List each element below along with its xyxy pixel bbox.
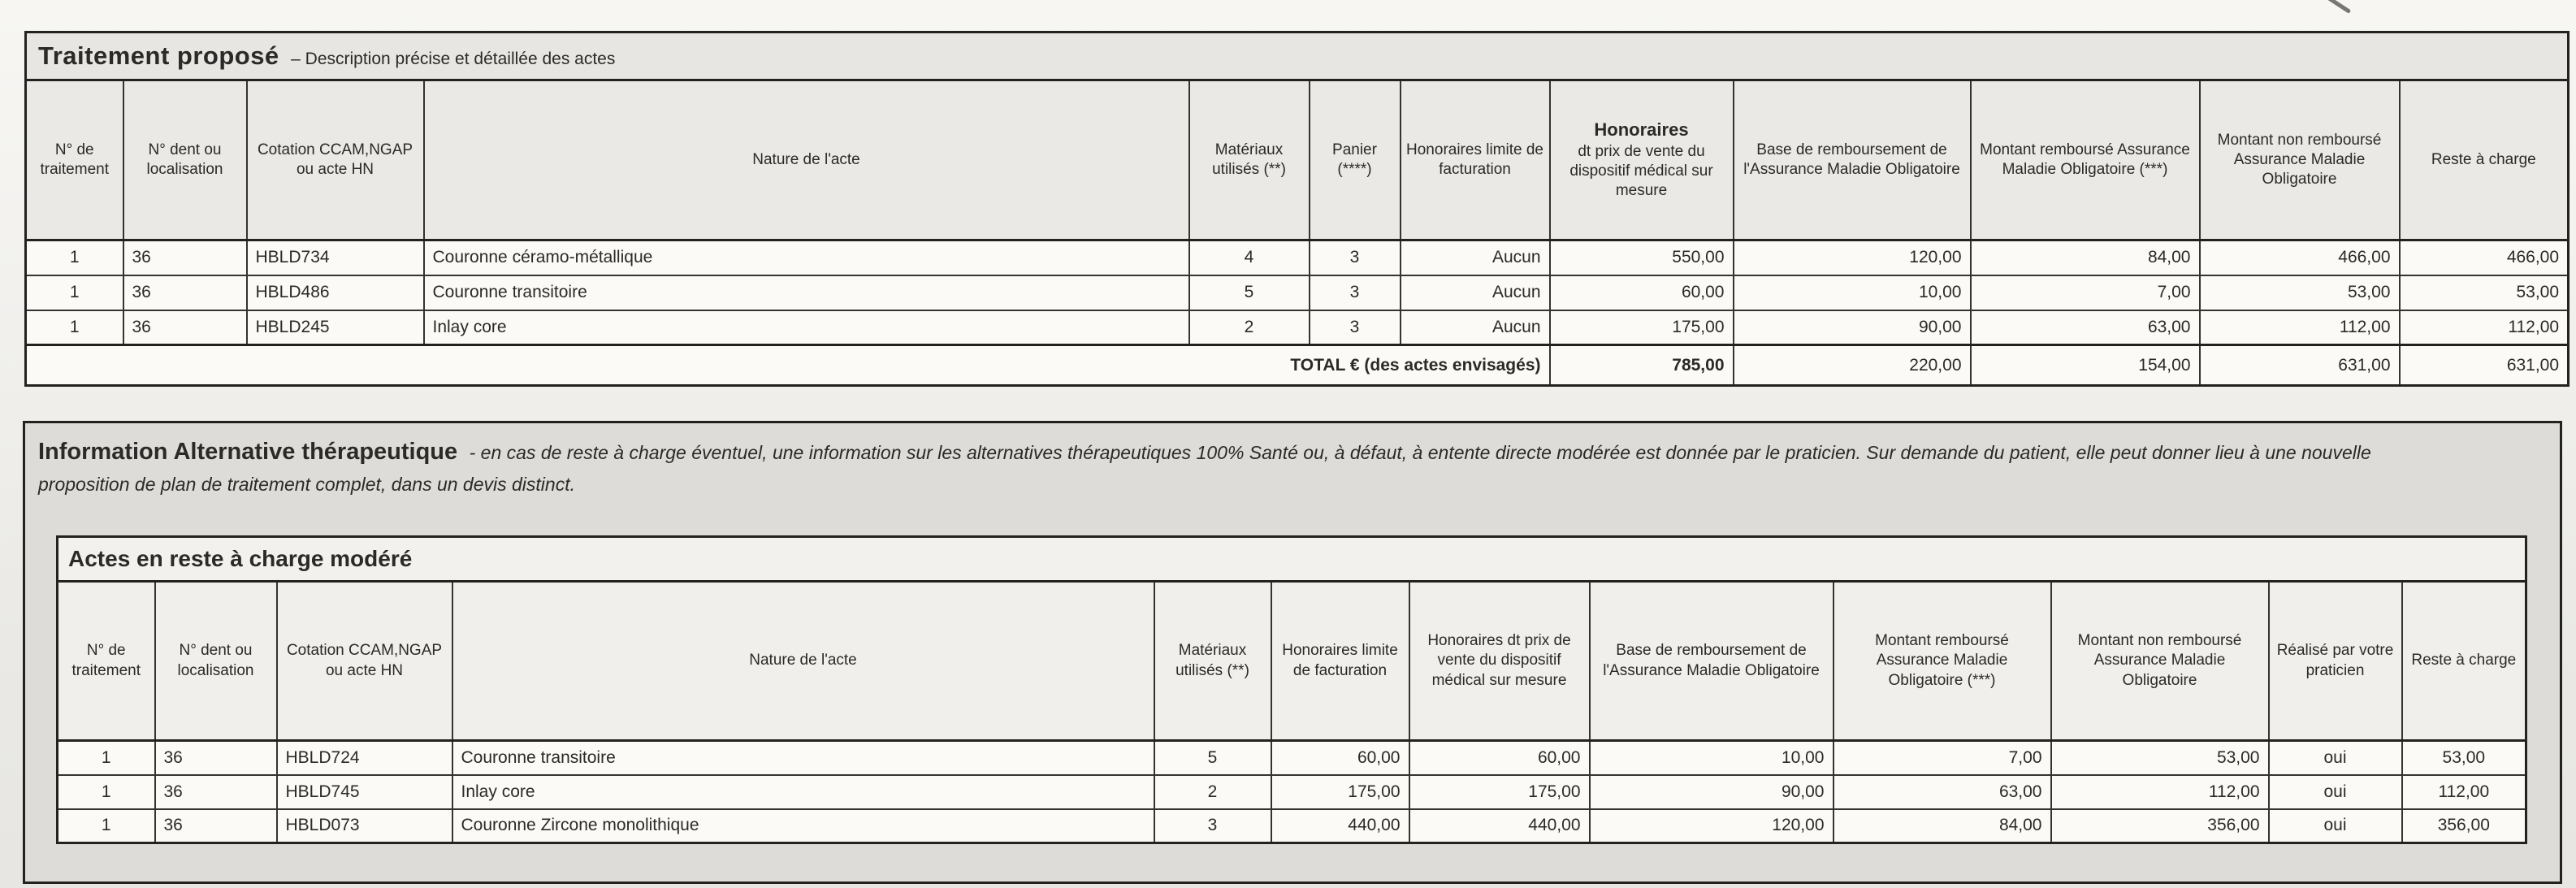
table-cell: 1: [58, 741, 155, 775]
table-cell: Inlay core: [452, 775, 1154, 809]
column-header-honoraires-sub: dt prix de vente du dispositif médical sur mesure: [1569, 142, 1713, 200]
total-value: 154,00: [1971, 345, 2200, 386]
table-cell: 36: [123, 240, 247, 275]
column-header: Reste à charge: [2400, 80, 2569, 240]
table-cell: 175,00: [1550, 310, 1734, 345]
treatment-row: [26, 240, 2569, 275]
table-cell: 112,00: [2051, 775, 2269, 809]
table-cell: 60,00: [1550, 275, 1734, 310]
table-cell: 175,00: [1409, 775, 1590, 809]
table-cell: 7,00: [1971, 275, 2200, 310]
table-cell: 5: [1189, 275, 1310, 310]
total-value: 631,00: [2400, 345, 2569, 386]
alternative-section-title: Information Alternative thérapeutique: [38, 439, 458, 465]
column-header: Reste à charge: [2402, 582, 2526, 741]
table-cell: 53,00: [2200, 275, 2400, 310]
table-cell: 3: [1310, 310, 1401, 345]
table-cell: 356,00: [2402, 809, 2526, 843]
column-header: Honoraires limite de facturation: [1401, 80, 1550, 240]
table-cell: 1: [58, 775, 155, 809]
alternative-section: [23, 421, 2562, 884]
moderate-charge-table-title-cell: [58, 537, 2526, 582]
column-header: Base de remboursement de l'Assurance Maladie Obligatoire: [1734, 80, 1971, 240]
table-cell: Couronne transitoire: [452, 741, 1154, 775]
table-cell: 36: [155, 741, 277, 775]
table-cell: 5: [1154, 741, 1271, 775]
table-cell: 440,00: [1271, 809, 1409, 843]
table-cell: 175,00: [1271, 775, 1409, 809]
table-cell: 2: [1154, 775, 1271, 809]
table-cell: 36: [123, 275, 247, 310]
table-cell: 2: [1189, 310, 1310, 345]
moderate-charge-table: [56, 535, 2527, 844]
table-cell: 1: [26, 240, 123, 275]
table-cell: Inlay core: [424, 310, 1189, 345]
table-cell: 90,00: [1590, 775, 1834, 809]
table-cell: HBLD724: [277, 741, 452, 775]
scan-artifact: [2323, 0, 2352, 14]
table-cell: 63,00: [1834, 775, 2051, 809]
column-header: [1550, 80, 1734, 240]
table-cell: 3: [1310, 240, 1401, 275]
table-cell: 1: [26, 310, 123, 345]
table-cell: Couronne transitoire: [424, 275, 1189, 310]
table-cell: 466,00: [2200, 240, 2400, 275]
table-cell: 84,00: [1834, 809, 2051, 843]
column-header: Nature de l'acte: [424, 80, 1189, 240]
alternative-row: [58, 809, 2526, 843]
table-cell: 36: [155, 775, 277, 809]
table-cell: HBLD073: [277, 809, 452, 843]
table-cell: 112,00: [2400, 310, 2569, 345]
column-header: Montant remboursé Assurance Maladie Obligatoire (***): [1971, 80, 2200, 240]
table-cell: 53,00: [2402, 741, 2526, 775]
table-cell: 7,00: [1834, 741, 2051, 775]
column-header-honoraires-bold: Honoraires: [1594, 119, 1689, 141]
table-cell: 10,00: [1734, 275, 1971, 310]
column-header: Honoraires dt prix de vente du dispositif médical sur mesure: [1409, 582, 1590, 741]
treatment-table-header-bar: [26, 32, 2569, 80]
column-header: N° de traitement: [26, 80, 123, 240]
total-label: TOTAL € (des actes envisagés): [26, 345, 1550, 386]
table-cell: 84,00: [1971, 240, 2200, 275]
column-header: Cotation CCAM,NGAP ou acte HN: [247, 80, 424, 240]
table-cell: 112,00: [2200, 310, 2400, 345]
table-cell: HBLD734: [247, 240, 424, 275]
table-cell: 53,00: [2400, 275, 2569, 310]
treatment-table: [24, 31, 2570, 387]
table-cell: 356,00: [2051, 809, 2269, 843]
table-cell: oui: [2269, 775, 2402, 809]
column-header: Montant non remboursé Assurance Maladie Obligatoire: [2200, 80, 2400, 240]
column-header: N° dent ou localisation: [155, 582, 277, 741]
column-header: N° de traitement: [58, 582, 155, 741]
table-cell: 3: [1310, 275, 1401, 310]
table-cell: 466,00: [2400, 240, 2569, 275]
table-cell: Aucun: [1401, 310, 1550, 345]
table-cell: HBLD486: [247, 275, 424, 310]
table-cell: 120,00: [1734, 240, 1971, 275]
alternative-row: [58, 775, 2526, 809]
table-cell: 120,00: [1590, 809, 1834, 843]
table-cell: 112,00: [2402, 775, 2526, 809]
table-cell: oui: [2269, 741, 2402, 775]
table-cell: Couronne céramo-métallique: [424, 240, 1189, 275]
table-cell: 3: [1154, 809, 1271, 843]
table-cell: HBLD745: [277, 775, 452, 809]
table-cell: 550,00: [1550, 240, 1734, 275]
treatment-table-column-row: [26, 80, 2569, 240]
total-value: 785,00: [1550, 345, 1734, 386]
column-header: Honoraires limite de facturation: [1271, 582, 1409, 741]
table-cell: HBLD245: [247, 310, 424, 345]
table-cell: 90,00: [1734, 310, 1971, 345]
table-cell: Aucun: [1401, 240, 1550, 275]
table-cell: oui: [2269, 809, 2402, 843]
treatment-row: [26, 310, 2569, 345]
table-cell: 63,00: [1971, 310, 2200, 345]
total-value: 631,00: [2200, 345, 2400, 386]
column-header: N° dent ou localisation: [123, 80, 247, 240]
column-header: Réalisé par votre praticien: [2269, 582, 2402, 741]
table-cell: 53,00: [2051, 741, 2269, 775]
alternative-section-description: - en cas de reste à charge éventuel, une information sur les alternatives thérapeutiques 100% Santé ou, à défaut, à entente directe modérée est donnée par le praticien. Sur demande du patient, elle peut donner lieu à une nouvelle proposition de plan de traitement complet, dans un devis distinct.: [38, 442, 2371, 495]
column-header: Base de remboursement de l'Assurance Maladie Obligatoire: [1590, 582, 1834, 741]
alternative-row: [58, 741, 2526, 775]
table-cell: 60,00: [1409, 741, 1590, 775]
column-header: Matériaux utilisés (**): [1189, 80, 1310, 240]
table-cell: 36: [155, 809, 277, 843]
total-value: 220,00: [1734, 345, 1971, 386]
table-cell: 60,00: [1271, 741, 1409, 775]
table-cell: 36: [123, 310, 247, 345]
moderate-charge-table-title: Actes en reste à charge modéré: [68, 546, 413, 571]
column-header: Panier (****): [1310, 80, 1401, 240]
column-header: Montant remboursé Assurance Maladie Obligatoire (***): [1834, 582, 2051, 741]
treatment-table-subtitle: – Description précise et détaillée des actes: [291, 50, 616, 68]
column-header: Montant non remboursé Assurance Maladie Obligatoire: [2051, 582, 2269, 741]
treatment-row: [26, 275, 2569, 310]
moderate-charge-column-row: [58, 582, 2526, 741]
table-cell: 4: [1189, 240, 1310, 275]
column-header: Cotation CCAM,NGAP ou acte HN: [277, 582, 452, 741]
alternative-description-block: [38, 435, 2462, 498]
column-header: Nature de l'acte: [452, 582, 1154, 741]
treatment-table-title-cell: [26, 32, 2569, 80]
table-cell: 440,00: [1409, 809, 1590, 843]
table-cell: 1: [26, 275, 123, 310]
treatment-table-title: Traitement proposé: [38, 41, 279, 70]
table-cell: 10,00: [1590, 741, 1834, 775]
table-cell: Aucun: [1401, 275, 1550, 310]
table-cell: 1: [58, 809, 155, 843]
table-cell: Couronne Zircone monolithique: [452, 809, 1154, 843]
moderate-charge-table-header-bar: [58, 537, 2526, 582]
total-row: [26, 345, 2569, 386]
column-header: Matériaux utilisés (**): [1154, 582, 1271, 741]
